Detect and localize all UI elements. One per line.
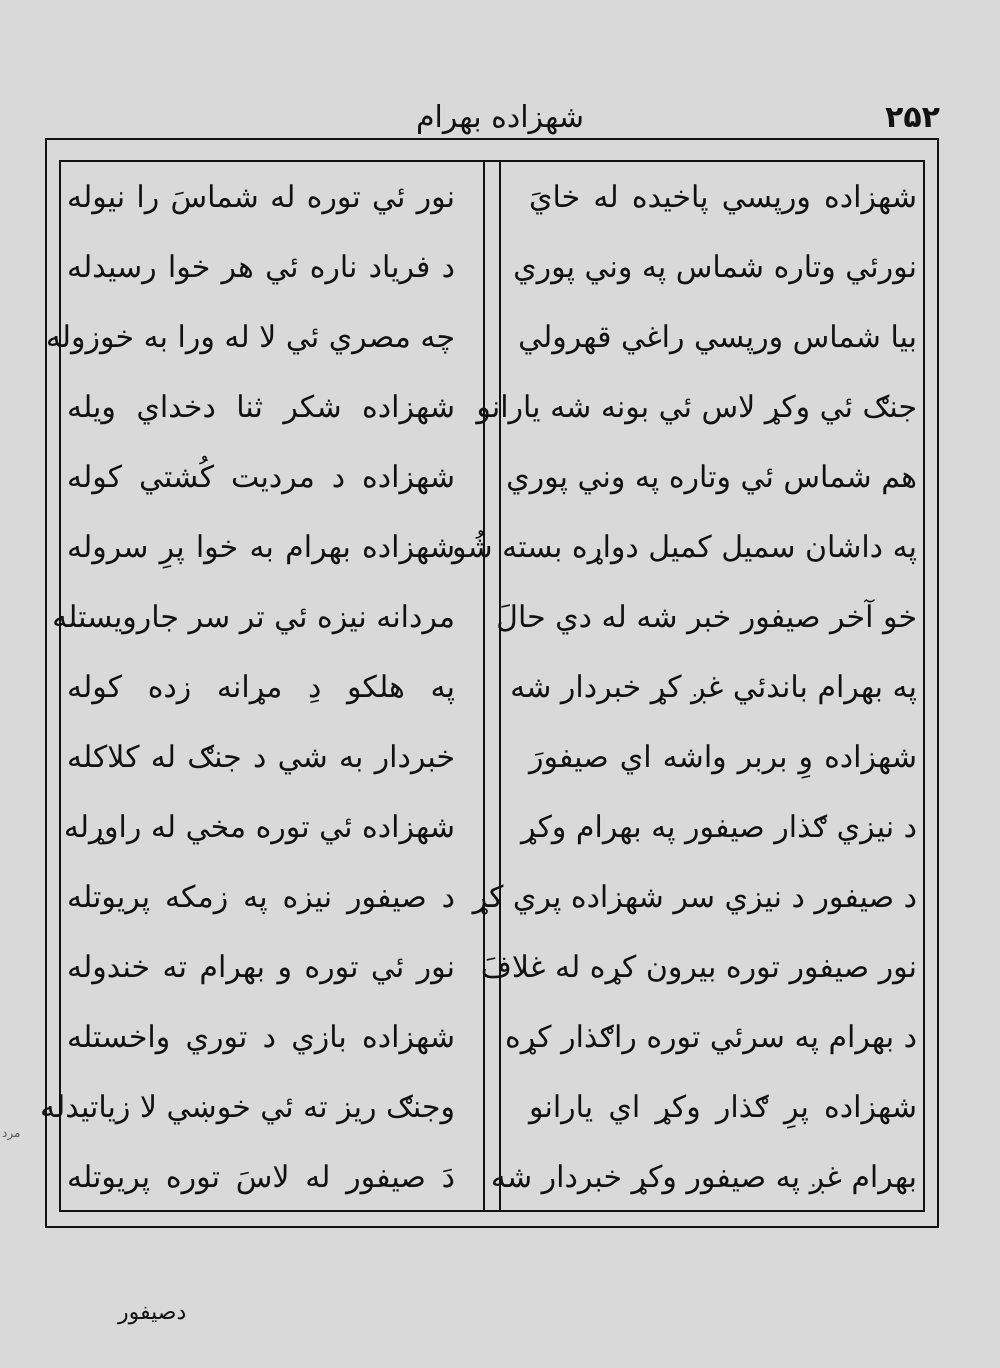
verse-line: شهزاده پرِ ګذار وکړ اي يارانو — [529, 1090, 917, 1125]
verse-line: بيا شماس ورپسي راغي قهرولي — [518, 320, 917, 355]
verse-line: شهزاده ئي توره مخي له راوړله — [63, 810, 455, 845]
outer-border — [40, 138, 939, 1228]
verse-line: شهزاده وِ بربر واشه اي صيفورَ — [529, 740, 917, 775]
margin-note: مرد — [2, 1126, 21, 1140]
verse-line: د نيزي ګذار صيفور په بهرام وکړ — [521, 810, 917, 845]
verse-line: په بهرام باندئي غږ کړ خبردار شه — [510, 670, 917, 705]
verse-line: نورئي وتاره شماس په وني پوري — [513, 250, 917, 285]
verse-line: شهزاده شکر ثنا دخداي ويله — [67, 390, 455, 425]
verse-line: نور ئي توره له شماسَ را نيوله — [67, 180, 455, 215]
verse-line: په داشان سميل کميل دواړه بسته شُو — [451, 530, 917, 565]
verse-line: د بهرام په سرئي توره راګذار کړه — [505, 1020, 917, 1055]
verse-line: شهزاده بهرام به خوا پرِ سروله — [67, 530, 455, 565]
page-number: ۲۵۲ — [885, 100, 940, 135]
verse-line: د صيفور نيزه په زمکه پريوتله — [67, 880, 455, 915]
verse-line: بهرام غږ په صيفور وکړ خبردار شه — [490, 1160, 917, 1195]
verse-line: خبردار به شي د جنګ له کلاکله — [67, 740, 455, 775]
verse-line: د فرياد ناره ئي هر خوا رسيدله — [67, 250, 455, 285]
verse-line: دَ صيفور له لاسَ توره پريوتله — [67, 1160, 455, 1195]
verse-line: چه مصري ئي لا له ورا به خوزوله — [45, 320, 455, 355]
right-column — [451, 178, 917, 1198]
verse-line: شهزاده ورپسي پاخيده له خايَ — [529, 180, 917, 215]
verse-line: وجنګ ريز ته ئي خوښي لا زياتيدله — [40, 1090, 455, 1125]
verse-line: نور ئي توره و بهرام ته خندوله — [67, 950, 455, 985]
text-frame — [40, 160, 925, 1212]
left-column — [40, 178, 455, 1198]
verse-line: شهزاده بازي د توري واخستله — [67, 1020, 455, 1055]
verse-line: نور صيفور توره بيرون کړه له غلافَ — [480, 950, 917, 985]
verse-line: د صيفور د نيزي سر شهزاده پري کړ — [472, 880, 917, 915]
catchword: دصيفور — [118, 1300, 187, 1325]
verse-line: خو آخر صيفور خبر شه له دي حالَ — [496, 600, 917, 635]
verse-line: مردانه نيزه ئي تر سر جارويستله — [52, 600, 455, 635]
verse-line: شهزاده د مرديت کُشتي کوله — [67, 460, 455, 495]
column-divider — [483, 162, 501, 1210]
running-title: شهزاده بهرام — [415, 100, 585, 135]
verse-line: جنګ ئي وکړ لاس ئي بونه شه يارانو — [476, 390, 917, 425]
verse-line: هم شماس ئي وتاره په وني پوري — [506, 460, 917, 495]
verse-line: په هلکو دِ مړانه زده کوله — [67, 670, 455, 705]
